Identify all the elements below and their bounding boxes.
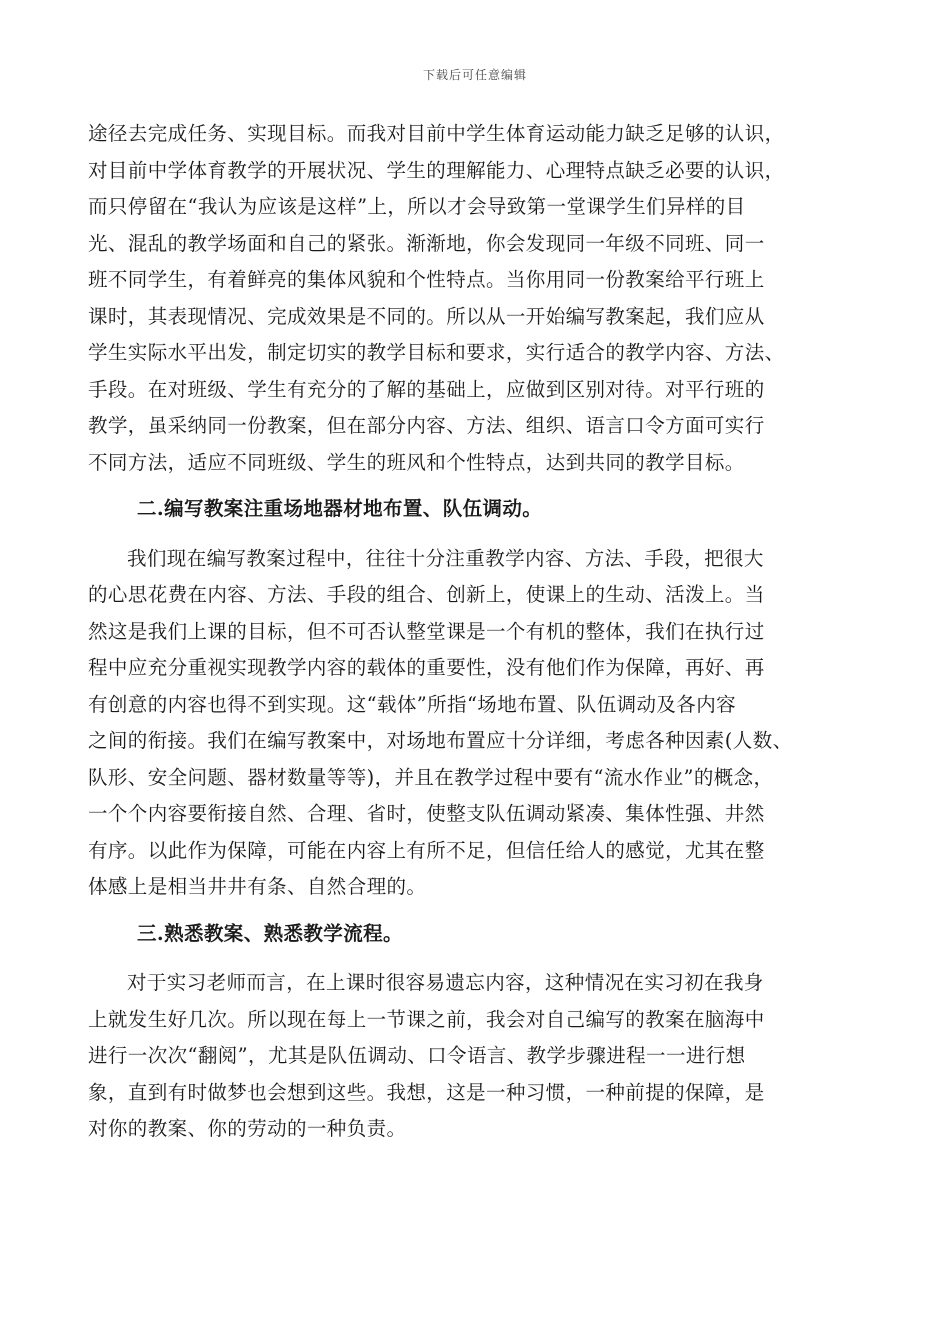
text-line: 之间的衔接。我们在编写教案中，对场地布置应十分详细，考虑各种因素(人数、 [88,729,793,752]
text-line: 然这是我们上课的目标，但不可否认整堂课是一个有机的整体，我们在执行过 [88,619,765,643]
text-line: 上就发生好几次。所以现在每上一节课之前，我会对自己编写的教案在脑海中 [88,1007,765,1031]
text-line: 的心思花费在内容、方法、手段的组合、创新上，使课上的生动、活泼上。当 [88,583,765,606]
text-line: 班不同学生，有着鲜亮的集体风貌和个性特点。当你用同一份教案给平行班上 [88,268,765,291]
text-line: 象，直到有时做梦也会想到这些。我想，这是一种习惯，一种前提的保障，是 [88,1080,765,1104]
page-header: 下载后可任意编辑 [422,68,527,82]
text-line: 途径去完成任务、实现目标。而我对目前中学生体育运动能力缺乏足够的认识， [88,122,785,145]
text-line: 队形、安全问题、器材数量等等)，并且在教学过程中要有“流水作业”的概念， [88,765,774,789]
text-line: 学生实际水平出发，制定切实的教学目标和要求，实行适合的教学内容、方法、 [88,341,785,364]
paragraph-section-3 [88,965,868,1148]
text-line: 不同方法，适应不同班级、学生的班风和个性特点，达到共同的教学目标。 [88,450,745,474]
text-line: 对目前中学体育教学的开展状况、学生的理解能力、心理特点缺乏必要的认识， [88,158,785,182]
text-line: 课时，其表现情况、完成效果是不同的。所以从一开始编写教案起，我们应从 [88,304,765,328]
text-line: 而只停留在“我认为应该是这样”上，所以才会导致第一堂课学生们异样的目 [88,195,746,218]
text-line: 体感上是相当井井有条、自然合理的。 [88,875,427,898]
text-line: 光、混乱的教学场面和自己的紧张。渐渐地，你会发现同一年级不同班、同一 [88,231,765,255]
text-line: 对你的教案、你的劳动的一种负责。 [88,1117,407,1140]
section-heading-2: 二.编写教案注重场地器材地布置、队伍调动。 [137,497,543,520]
text-line-indented: 我们现在编写教案过程中，往往十分注重教学内容、方法、手段，把很大 [127,546,764,570]
text-line: 教学，虽采纳同一份教案，但在部分内容、方法、组织、语言口令方面可实行 [88,414,765,437]
paragraph-section-2 [88,541,868,906]
document-body [88,116,868,1148]
text-line: 一个个内容要衔接自然、合理、省时，使整支队伍调动紧凑、集体性强、井然 [88,802,765,825]
text-line: 手段。在对班级、学生有充分的了解的基础上，应做到区别对待。对平行班的 [88,377,765,401]
paragraph-continuation [88,116,868,481]
text-line: 程中应充分重视实现教学内容的载体的重要性，没有他们作为保障，再好、再 [88,656,765,679]
text-line-indented: 对于实习老师而言，在上课时很容易遗忘内容，这种情况在实习初在我身 [127,971,764,994]
text-line: 有创意的内容也得不到实现。这“载体”所指“场地布置、队伍调动及各内容 [88,692,737,716]
text-line: 进行一次次“翻阅”，尤其是队伍调动、口令语言、教学步骤进程一一进行想 [88,1044,746,1067]
text-line: 有序。以此作为保障，可能在内容上有所不足，但信任给人的感觉，尤其在整 [88,838,765,862]
section-heading-3: 三.熟悉教案、熟悉教学流程。 [137,921,403,945]
